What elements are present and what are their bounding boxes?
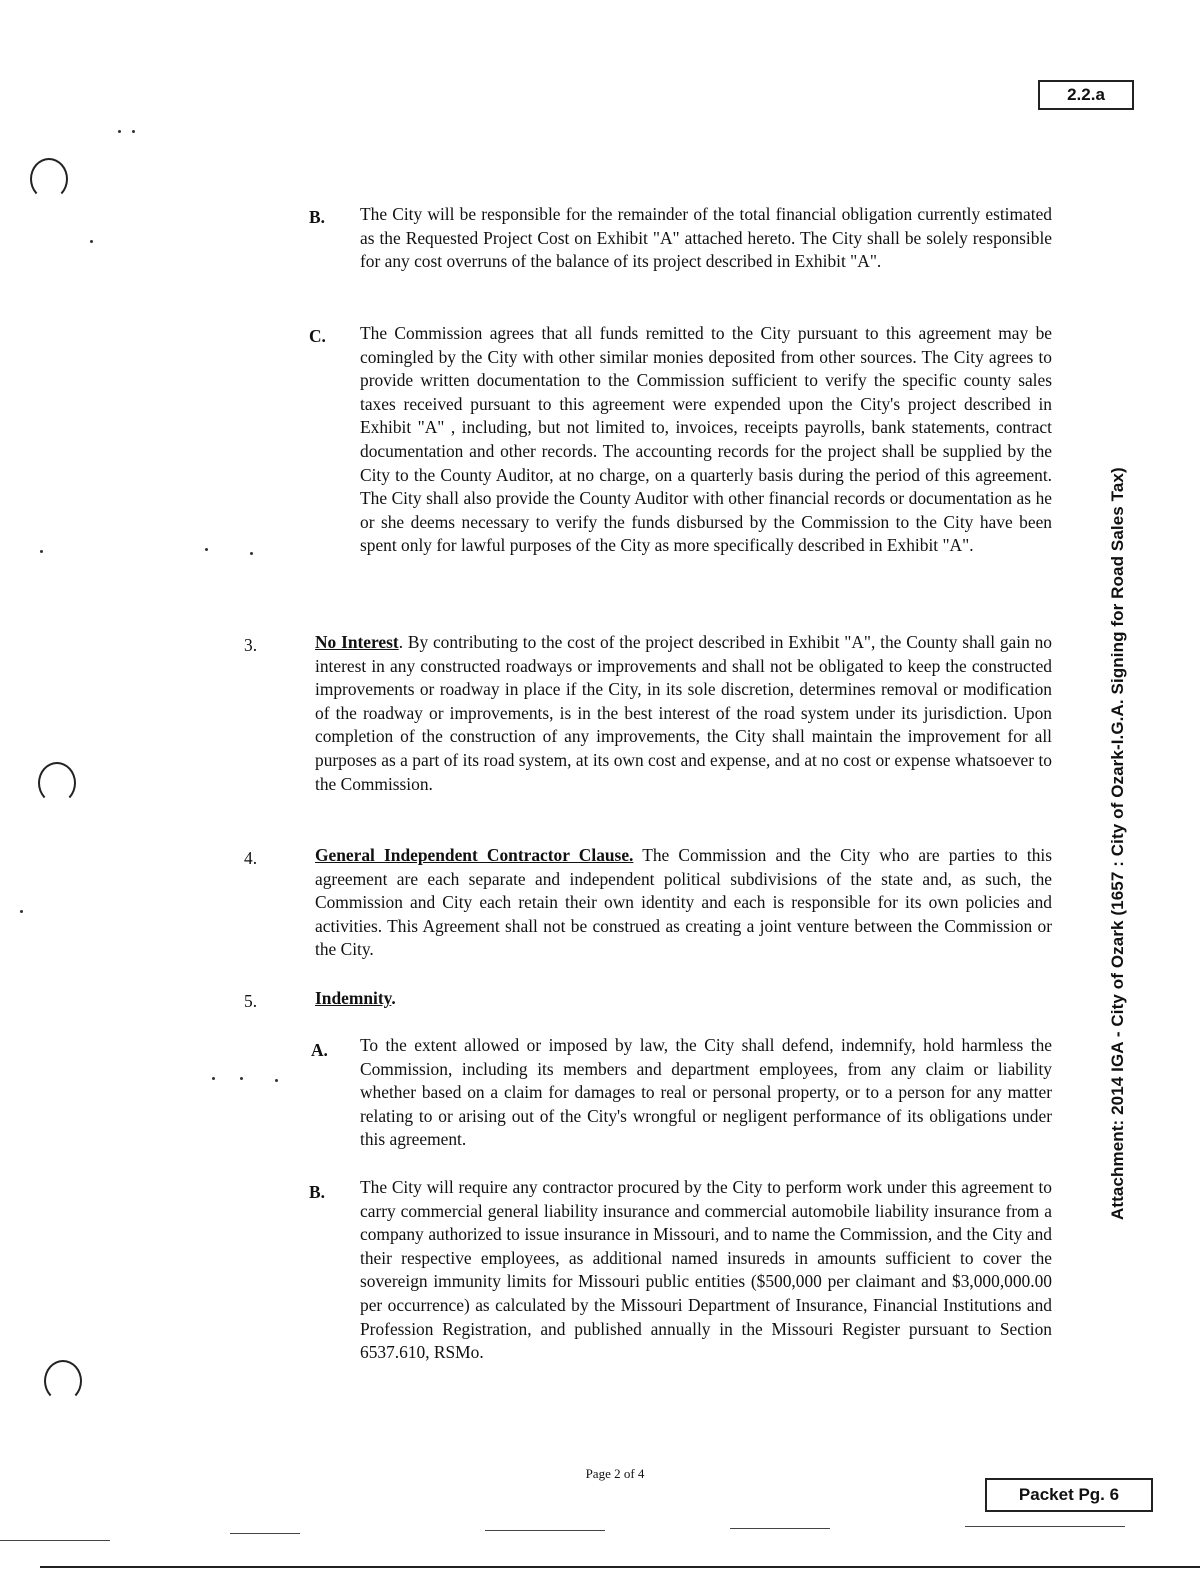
scan-speck: [20, 910, 23, 913]
scan-artifact-line: [230, 1533, 300, 1534]
section-body: . By contributing to the cost of the project described in Exhibit "A", the County shall gain no interest in any constructed roadways or improvements and shall not be obligated to keep the constructed improvements or roadway in place if the City, in its sole discretion, determines removal or modification of the roadway or improvements, is in the best interest of the road system under its jurisdiction. Upon completion of the construction of any improvements, the City shall maintain the improvement for all purposes as a part of its road system, at its own cost and expense, and at no cost or expense whatsoever to the Commission.: [315, 632, 1053, 794]
paragraph-5b: The City will require any contractor procured by the City to perform work under this agreement to carry commercial general liability insurance and commercial automobile liability insurance from a company authorized to issue insurance in Missouri, and to name the Commission, and the City and their respective employees, as additional named insureds in amounts sufficient to cover the sovereign immunity limits for Missouri public entities ($500,000 per claimant and $3,000,000.00 per occurrence) as calculated by the Missouri Department of Insurance, Financial Institutions and Profession Registration, and published annually in the Missouri Register pursuant to Section 6537.610, RSMo.: [360, 1177, 1052, 1363]
scan-artifact-line: [730, 1528, 830, 1529]
scan-speck: [118, 130, 121, 133]
page-number: Page 2 of 4: [585, 1466, 645, 1481]
binder-hole-bottom: [44, 1360, 82, 1402]
scan-speck: [275, 1079, 278, 1082]
paragraph-2b: The City will be responsible for the remainder of the total financial obligation currently estimated as the Requested Project Cost on Exhibit "A" attached hereto. The City shall be solely responsible for any cost overruns of the balance of its project described in Exhibit "A".: [360, 204, 1052, 272]
attachment-side-label: Attachment: 2014 IGA - City of Ozark (1657 : City of Ozark-I.G.A. Signing for Road Sales Tax): [1108, 467, 1127, 1220]
scan-speck: [40, 550, 43, 553]
section-number: 4.: [244, 848, 258, 868]
scan-artifact-line: [40, 1566, 1200, 1568]
section-body: The Commission and the City who are parties to this agreement are each separate and independent political subdivisions of the state and, as such, the Commission and City each retain their own identity and each is responsible for its own policies and activities. This Agreement shall not be construed as creating a joint venture between the Commission or the City.: [315, 845, 1053, 960]
binder-hole-middle: [38, 762, 76, 804]
binder-hole-top: [30, 158, 68, 200]
scan-speck: [90, 240, 93, 243]
paragraph-4: [315, 844, 1052, 962]
scan-speck: [212, 1077, 215, 1080]
paragraph-5-heading: [315, 987, 615, 1011]
packet-page-badge: Packet Pg. 6: [985, 1478, 1153, 1512]
scan-artifact-line: [0, 1540, 110, 1541]
paragraph-2c: The Commission agrees that all funds remitted to the City pursuant to this agreement may be comingled by the City with other similar monies deposited from other sources. The City agrees to provide written documentation to the Commission sufficient to verify the specific county sales taxes received pursuant to this agreement were expended upon the City's project described in Exhibit "A" , including, but not limited to, invoices, receipts payrolls, bank statements, contract documentation and other records. The accounting records for the project shall be supplied by the City to the County Auditor, at no charge, on a quarterly basis during the period of this agreement. The City shall also provide the County Auditor with other financial records or documentation as he or she deems necessary to verify the funds disbursed by the Commission to the City have been spent only for lawful purposes of the City as more specifically described in Exhibit "A".: [360, 323, 1052, 556]
section-badge: 2.2.a: [1038, 80, 1134, 110]
scan-speck: [250, 552, 253, 555]
paragraph-3: [315, 631, 1052, 796]
subsection-marker: B.: [309, 1182, 325, 1202]
heading-period: .: [391, 988, 396, 1008]
scan-speck: [132, 130, 135, 133]
scan-speck: [205, 548, 208, 551]
section-number: 5.: [244, 991, 258, 1011]
scan-artifact-line: [485, 1530, 605, 1531]
section-number: 3.: [244, 635, 258, 655]
section-heading: General Independent Contractor Clause.: [315, 845, 634, 865]
section-heading: Indemnity: [315, 988, 392, 1008]
paragraph-5a: To the extent allowed or imposed by law, the City shall defend, indemnify, hold harmless the Commission, including its members and department employees, from any claim or liability whether based on a claim for damages to real or personal property, or to a person for any matter relating to or arising out of the City's wrongful or negligent performance of its obligations under this agreement.: [360, 1035, 1052, 1150]
subsection-marker: C.: [309, 326, 326, 346]
scan-artifact-line: [965, 1526, 1125, 1527]
subsection-marker: A.: [311, 1040, 328, 1060]
subsection-marker: B.: [309, 207, 325, 227]
section-heading: No Interest: [315, 632, 399, 652]
scan-speck: [240, 1077, 243, 1080]
